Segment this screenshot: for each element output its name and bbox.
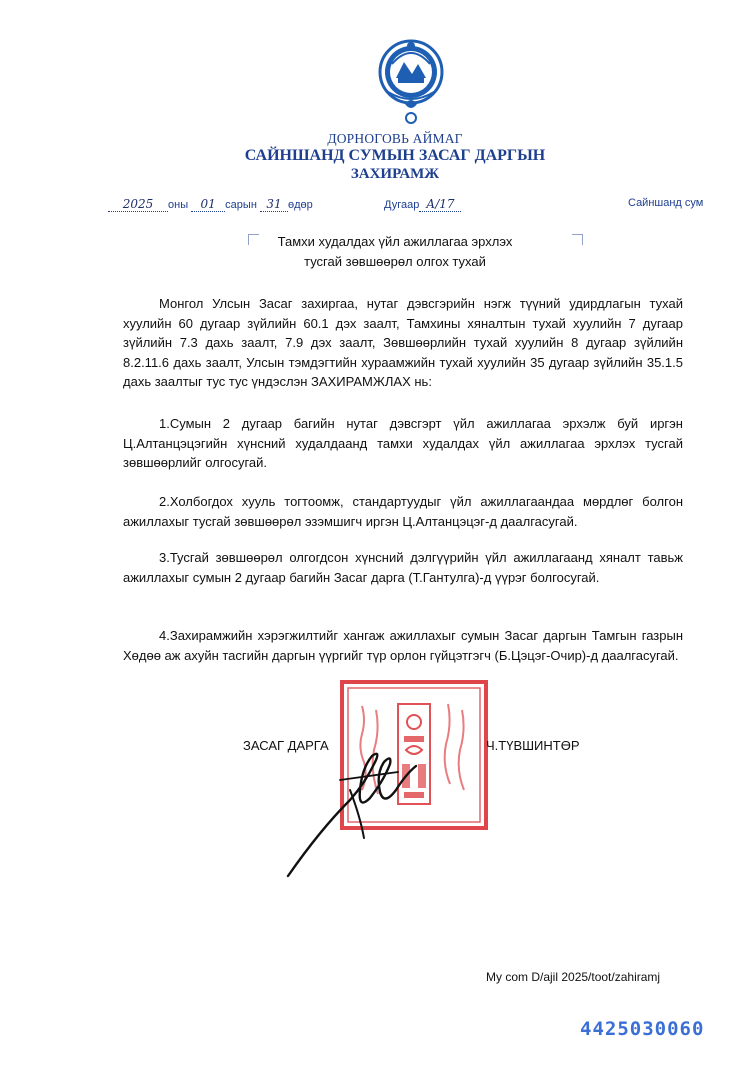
date-month: 01 (191, 197, 225, 212)
signatory-position: ЗАСАГ ДАРГА (243, 738, 329, 753)
item-1-paragraph (123, 414, 683, 473)
number-value: А/17 (419, 197, 461, 212)
header-organization: САЙНШАНД СУМЫН ЗАСАГ ДАРГЫН (244, 147, 546, 164)
title-line-1: Тамхи худалдах үйл ажиллагаа эрхлэх (277, 234, 513, 249)
date-day-suffix: өдөр (287, 199, 313, 211)
handwritten-signature-icon (280, 720, 450, 890)
preamble-paragraph (123, 294, 683, 392)
title-line-2: тусгай зөвшөөрөл олгох тухай (304, 254, 486, 269)
date-day: 31 (260, 197, 288, 212)
preamble-text: Монгол Улсын Засаг захиргаа, нутаг дэвсгэрийн нэгж түүний удирдлагын тухай хуулийн 60 дугаар зүйлийн 60.1 дэх заалт, Тамхины хяналтын тухай хуулийн 7 дугаар зүйлийн 7.3 дахь заалт, 7.9 дэх заалт, Зөвшөөрлийн тухай хуулийн 8 дугаар зүйлийн 8.2.11.6 дахь заалт, Улсын тэмдэгтийн хураамжийн тухай хуулийн 35 дугаар зүйлийн 35.1.5 дахь заалтыг тус тус үндэслэн ЗАХИРАМЖЛАХ нь: (123, 296, 683, 389)
number-label: Дугаар (384, 199, 420, 211)
date-year: 2025 (108, 197, 168, 212)
signatory-name: Ч.ТҮВШИНТӨР (486, 738, 580, 753)
item-3-paragraph (123, 548, 683, 587)
item-4-paragraph (123, 626, 683, 665)
item-3-text: 3.Тусгай зөвшөөрөл олгогдсон хүнсний дэлгүүрийн үйл ажиллагаанд хяналт тавьж ажиллахыг сумын 2 дугаар багийн Засаг дарга (Т.Гантулга)-д үүрэг болгосугай. (123, 550, 683, 585)
date-year-suffix: оны (168, 199, 189, 211)
header-province: ДОРНОГОВЬ АЙМАГ (327, 131, 463, 146)
date-month-suffix: сарын (225, 199, 257, 211)
number-field (384, 197, 461, 212)
item-2-paragraph (123, 492, 683, 531)
file-path-note: My com D/ajil 2025/toot/zahiramj (486, 970, 661, 984)
item-1-text: 1.Сумын 2 дугаар багийн нутаг дэвсгэрт үйл ажиллагаа эрхэлж буй иргэн Ц.Алтанцэцэгийн хүнсний худалдаанд тамхи худалдах үйл ажиллагаа эрхлэх тусгай зөвшөөрлийг олгосугай. (123, 416, 683, 470)
state-emblem-icon (378, 34, 444, 126)
header-doc-type: ЗАХИРАМЖ (350, 166, 440, 182)
item-2-text: 2.Холбогдох хууль тогтоомж, стандартуудыг үйл ажиллагаандаа мөрдлөг болгон ажиллахыг тусгай зөвшөөрөл эзэмшигч иргэн Ц.Алтанцэцэг-д даалгасугай. (123, 494, 683, 529)
document-registration-number: 4425030060 (580, 1018, 705, 1040)
item-4-text: 4.Захирамжийн хэрэгжилтийг хангаж ажиллахыг сумын Засаг даргын Тамгын газрын Хөдөө аж ахуйн тасгийн даргын үүргийг түр орлон гүйцэтгэгч (Б.Цэцэг-Очир)-д даалгасугай. (123, 628, 683, 663)
document-title (0, 232, 750, 272)
place-field: Сайншанд сум (628, 197, 704, 209)
date-field (108, 197, 313, 212)
